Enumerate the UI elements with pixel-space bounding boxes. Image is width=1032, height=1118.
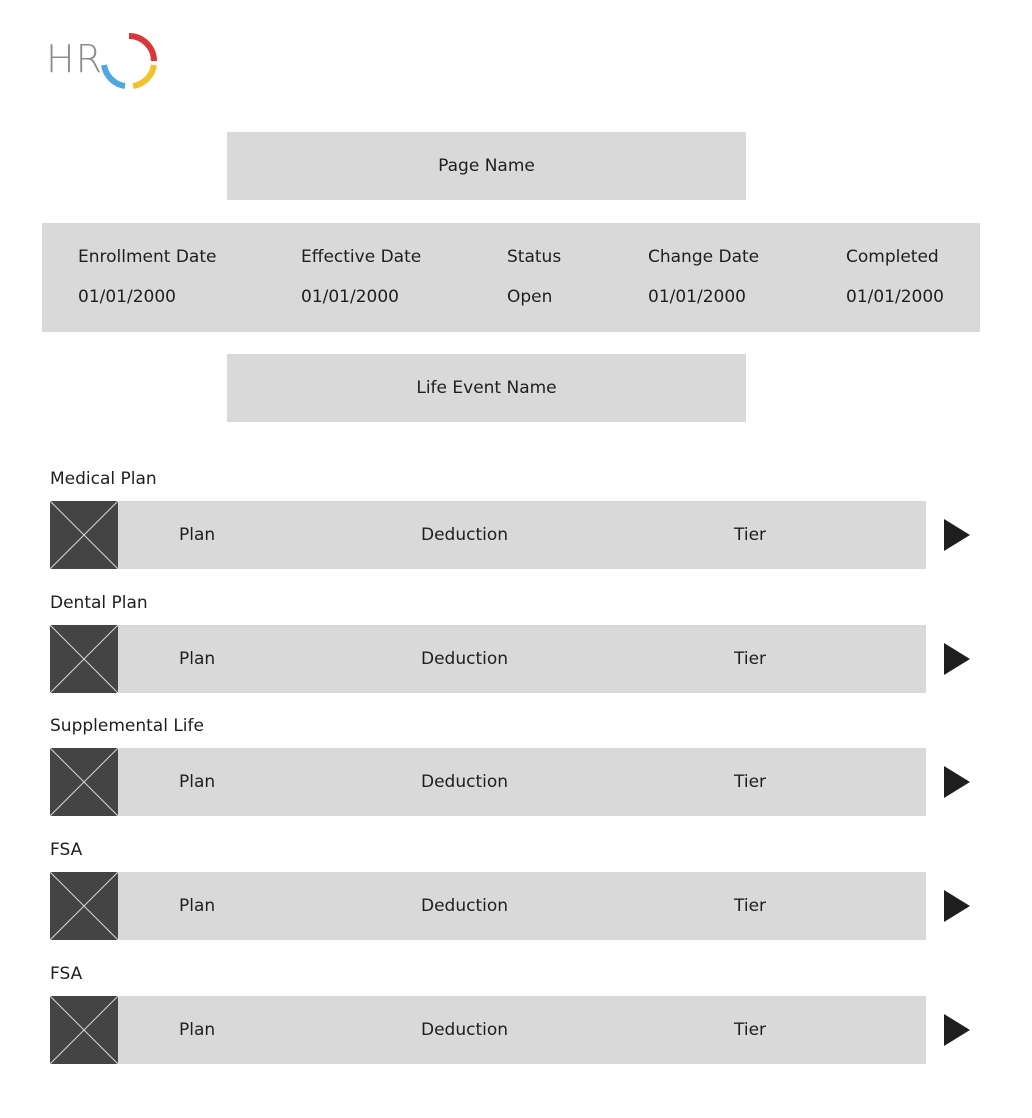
status — [507, 247, 561, 307]
image-placeholder-icon — [50, 625, 118, 693]
effective-date-label: Effective Date — [301, 247, 422, 267]
plan-label: Plan — [179, 772, 216, 792]
tier-label: Tier — [734, 525, 767, 545]
enrollment-date — [78, 247, 216, 307]
plan-label: Plan — [179, 649, 216, 669]
life-event-name: Life Event Name — [416, 378, 557, 398]
hr-logo — [46, 30, 162, 90]
deduction-label: Deduction — [421, 525, 509, 545]
logo-text: HR — [46, 37, 103, 81]
section-label-fsa: FSA — [50, 964, 83, 984]
section-label-supplemental-life: Supplemental Life — [50, 716, 204, 736]
change-date-value: 01/01/2000 — [648, 287, 746, 307]
page-title — [227, 132, 746, 200]
tier-label: Tier — [734, 772, 767, 792]
change-date — [648, 247, 759, 307]
plan-label: Plan — [179, 896, 216, 916]
page-title-text: Page Name — [438, 156, 535, 176]
plan-row-medical[interactable] — [50, 501, 926, 569]
deduction-label: Deduction — [421, 772, 509, 792]
enrollment-date-label: Enrollment Date — [78, 247, 217, 267]
status-value: Open — [507, 287, 553, 307]
life-event-banner — [227, 354, 746, 422]
deduction-label: Deduction — [421, 649, 509, 669]
deduction-label: Deduction — [421, 896, 509, 916]
expand-arrow-icon[interactable] — [944, 890, 970, 922]
change-date-label: Change Date — [648, 247, 760, 267]
status-label: Status — [507, 247, 562, 267]
expand-arrow-icon[interactable] — [944, 1014, 970, 1046]
completed-label: Completed — [846, 247, 939, 267]
image-placeholder-icon — [50, 501, 118, 569]
effective-date — [301, 247, 421, 307]
tier-label: Tier — [734, 896, 767, 916]
logo-ring-icon — [98, 30, 160, 92]
tier-label: Tier — [734, 1020, 767, 1040]
image-placeholder-icon — [50, 872, 118, 940]
section-label-medical-plan: Medical Plan — [50, 469, 157, 489]
enrollment-summary — [42, 223, 980, 332]
expand-arrow-icon[interactable] — [944, 766, 970, 798]
tier-label: Tier — [734, 649, 767, 669]
plan-label: Plan — [179, 525, 216, 545]
deduction-label: Deduction — [421, 1020, 509, 1040]
completed-value: 01/01/2000 — [846, 287, 944, 307]
effective-date-value: 01/01/2000 — [301, 287, 399, 307]
plan-row-fsa[interactable] — [50, 872, 926, 940]
image-placeholder-icon — [50, 748, 118, 816]
image-placeholder-icon — [50, 996, 118, 1064]
expand-arrow-icon[interactable] — [944, 519, 970, 551]
plan-label: Plan — [179, 1020, 216, 1040]
section-label-fsa: FSA — [50, 840, 83, 860]
expand-arrow-icon[interactable] — [944, 643, 970, 675]
plan-row-supplemental-life[interactable] — [50, 748, 926, 816]
plan-row-fsa[interactable] — [50, 996, 926, 1064]
completed-date — [846, 247, 944, 307]
enrollment-date-value: 01/01/2000 — [78, 287, 176, 307]
plan-row-dental[interactable] — [50, 625, 926, 693]
section-label-dental-plan: Dental Plan — [50, 593, 148, 613]
